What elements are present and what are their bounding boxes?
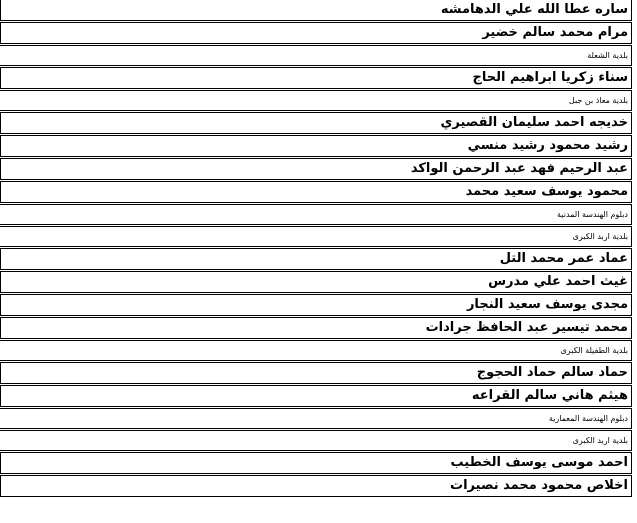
list-item: اخلاص محمود محمد نصيرات <box>0 475 632 497</box>
list-item: مجدى يوسف سعيد النجار <box>0 294 632 316</box>
list-item: ساره عطا الله علي الدهامشه <box>0 0 632 21</box>
list-item-subtext: دبلوم الهندسة المعمارية <box>0 408 632 429</box>
list-item: سناء زكريا ابراهيم الحاج <box>0 67 632 89</box>
list-item-subtext: دبلوم الهندسة المدنية <box>0 204 632 225</box>
list-item: عبد الرحيم فهد عبد الرحمن الواكد <box>0 158 632 180</box>
list-item-subtext: بلدية الطفيلة الكبرى <box>0 340 632 361</box>
list-item: رشيد محمود رشيد منسي <box>0 135 632 157</box>
list-item-subtext: بلدية الشعلة <box>0 45 632 66</box>
list-item: محمود يوسف سعيد محمد <box>0 181 632 203</box>
list-item-subtext: بلدية اربد الكبرى <box>0 430 632 451</box>
list-item: هيثم هاني سالم القراعه <box>0 385 632 407</box>
list-item-subtext: بلدية اربد الكبرى <box>0 226 632 247</box>
list-item: احمد موسى يوسف الخطيب <box>0 452 632 474</box>
list-item-subtext: بلدية معاذ بن جبل <box>0 90 632 111</box>
list-item: محمد تيسير عبد الحافظ جرادات <box>0 317 632 339</box>
list-item: حماد سالم حماد الحجوج <box>0 362 632 384</box>
list-item: عماد عمر محمد التل <box>0 248 632 270</box>
list-item: مرام محمد سالم خضير <box>0 22 632 44</box>
list-item: غيث احمد علي مدرس <box>0 271 632 293</box>
list-item: خديجه احمد سليمان القصيري <box>0 112 632 134</box>
